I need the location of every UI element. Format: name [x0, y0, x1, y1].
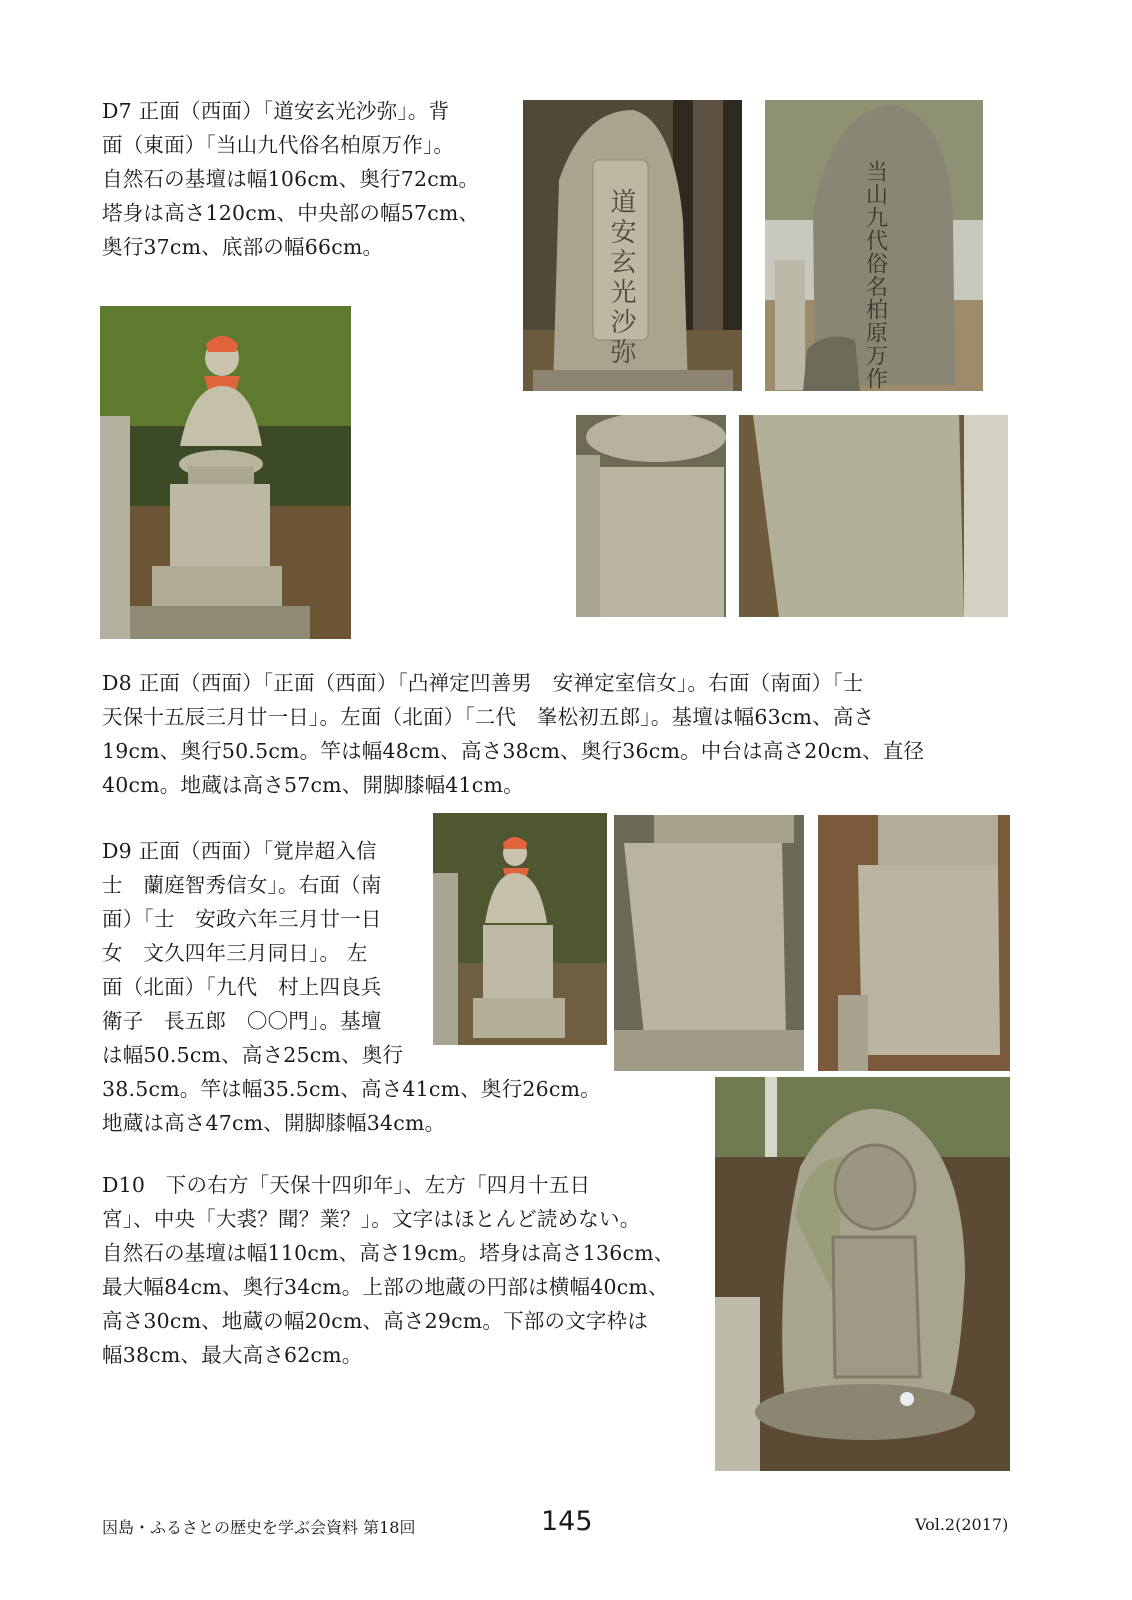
- d7-paragraph: [102, 94, 479, 264]
- footer-title: 因島・ふるさとの歴史を学ぶ会資料 第18回: [102, 1518, 416, 1537]
- d10-paragraph: [102, 1168, 675, 1372]
- d7-line: D7 正面（西面）「道安玄光沙弥」。背: [102, 99, 450, 123]
- d9-line: 地蔵は高さ47cm、開脚膝幅34cm。: [102, 1111, 446, 1135]
- d10-line: 最大幅84cm、奥行34cm。上部の地蔵の円部は横幅40cm、: [102, 1275, 669, 1299]
- d9-line: は幅50.5cm、高さ25cm、奥行: [102, 1043, 404, 1067]
- d9-base-right-photo: [818, 815, 1010, 1071]
- d7-front-stone-photo: [523, 100, 742, 391]
- d8-line: 40cm。地蔵は高さ57cm、開脚膝幅41cm。: [102, 773, 524, 797]
- d10-line: 宮」、中央「大裘？聞？業？」。文字はほとんど読めない。: [102, 1207, 641, 1231]
- d7-line: 自然石の基壇は幅106cm、奥行72cm。: [102, 167, 480, 191]
- page-number: 145: [541, 1506, 593, 1537]
- d9-line: D9 正面（西面）「覚岸超入信: [102, 839, 377, 863]
- d8-line: 19cm、奥行50.5cm。竿は幅48cm、高さ38cm、奥行36cm。中台は高さ20cm、直径: [102, 739, 925, 763]
- d10-line: 高さ30cm、地蔵の幅20cm、高さ29cm。下部の文字枠は: [102, 1309, 649, 1333]
- footer-volume: Vol.2(2017): [915, 1515, 1009, 1534]
- d9-line: 衛子 長五郎 〇〇門」。基壇: [102, 1009, 382, 1033]
- d9-line: 士 蘭庭智秀信女」。右面（南: [102, 873, 382, 897]
- d8-line: D8 正面（西面）「正面（西面）「凸禅定凹善男 安禅定室信女」。右面（南面）「士: [102, 671, 864, 695]
- d8-paragraph: [102, 666, 924, 802]
- d7-front-inscription: 道安玄光沙弥: [606, 188, 636, 368]
- d7-base-right-photo: [739, 415, 1008, 617]
- d7-back-inscription: 当山九代俗名柏原万作: [862, 160, 888, 390]
- d10-line: 自然石の基壇は幅110cm、高さ19cm。塔身は高さ136cm、: [102, 1241, 675, 1265]
- d7-base-left-photo: [576, 415, 726, 617]
- d8-line: 天保十五辰三月廿一日」。左面（北面）「二代 峯松初五郎」。基壇は幅63cm、高さ: [102, 705, 875, 729]
- d7-back-stone-photo: [765, 100, 983, 391]
- d10-line: D10 下の右方「天保十四卯年」、左方「四月十五日: [102, 1173, 591, 1197]
- d9-line: 女 文久四年三月同日」。 左: [102, 941, 368, 965]
- d10-stone-photo: [715, 1077, 1010, 1471]
- d9-line: 面（北面）「九代 村上四良兵: [102, 975, 382, 999]
- d7-line: 塔身は高さ120cm、中央部の幅57cm、: [102, 201, 480, 225]
- d10-line: 幅38cm、最大高さ62cm。: [102, 1343, 363, 1367]
- d8-jizo-photo: [100, 306, 351, 639]
- d9-base-left-photo: [614, 815, 804, 1071]
- d9-jizo-photo: [433, 813, 607, 1045]
- d9-line: 38.5cm。竿は幅35.5cm、高さ41cm、奥行26cm。: [102, 1077, 601, 1101]
- d7-line: 奥行37cm、底部の幅66cm。: [102, 235, 384, 259]
- d9-line: 面）「士 安政六年三月廿一日: [102, 907, 382, 931]
- d7-line: 面（東面）「当山九代俗名柏原万作」。: [102, 133, 455, 157]
